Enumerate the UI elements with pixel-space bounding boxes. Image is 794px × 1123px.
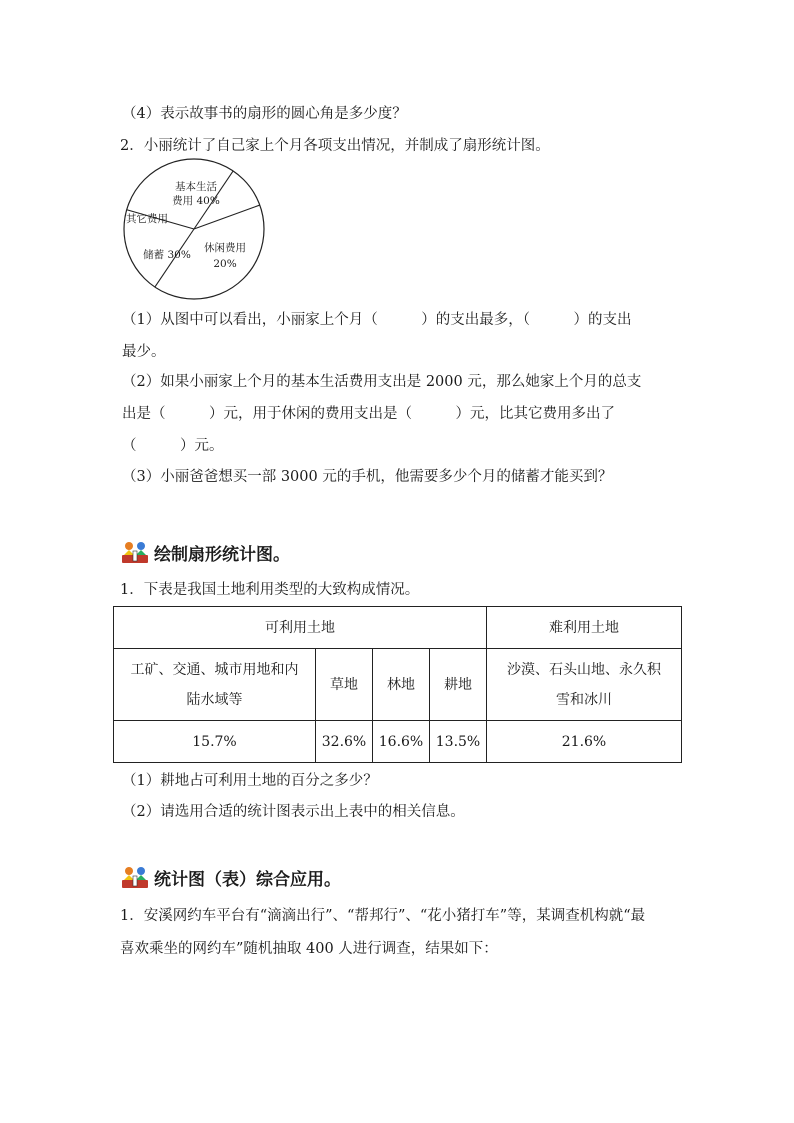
cell-industrial-line2: 陆水域等 (186, 691, 243, 708)
question-2-2-line2: 出是（ ）元，用于休闲的费用支出是（ ）元，比其它费用多出了 (122, 406, 615, 422)
question-2-3: （3）小丽爸爸想买一部 3000 元的手机，他需要多少个月的储蓄才能买到？ (122, 469, 613, 485)
cell-grassland: 草地 (316, 649, 373, 721)
cell-desert-line1: 沙漠、石头山地、永久积 (507, 661, 661, 678)
question-2-2-line1: （2）如果小丽家上个月的基本生活费用支出是 2000 元，那么她家上个月的总支 (122, 374, 642, 390)
question-2-1-line1: （1）从图中可以看出，小丽家上个月（ ）的支出最多，（ ）的支出 (122, 312, 632, 328)
section1-question-1-2: （2）请选用合适的统计图表示出上表中的相关信息。 (122, 804, 465, 820)
cell-farmland: 耕地 (430, 649, 487, 721)
slice-label-basic-line2: 费用 40% (172, 195, 220, 207)
section1-question-1-1: （1）耕地占可利用土地的百分之多少？ (122, 773, 378, 789)
header-usable-land: 可利用土地 (114, 607, 487, 649)
section-heading-draw-pie (120, 538, 290, 566)
pie-slice-boundary-1 (194, 205, 260, 229)
cell-industrial (114, 649, 316, 721)
reading-kids-icon (120, 538, 150, 566)
value-industrial: 15.7% (114, 721, 316, 763)
table-row-categories (114, 649, 682, 721)
value-forest: 16.6% (373, 721, 430, 763)
section2-question-1-line2: 喜欢乘坐的网约车”随机抽取 400 人进行调查，结果如下： (120, 941, 498, 957)
cell-desert (487, 649, 682, 721)
cell-forest: 林地 (373, 649, 430, 721)
pie-svg (112, 156, 272, 301)
cell-industrial-line1: 工矿、交通、城市用地和内 (130, 661, 299, 678)
question-2-1-line2: 最少。 (122, 344, 166, 360)
slice-label-savings: 储蓄 30% (143, 249, 191, 261)
section-title-comprehensive: 统计图（表）综合应用。 (154, 869, 341, 890)
cell-desert-line2: 雪和冰川 (556, 691, 612, 708)
table-row-values (114, 721, 682, 763)
slice-label-other: 其它费用 (126, 213, 168, 225)
section-title-draw-pie: 绘制扇形统计图。 (154, 544, 290, 565)
question-4: （4）表示故事书的扇形的圆心角是多少度？ (122, 106, 407, 122)
slice-label-leisure-line1: 休闲费用 (204, 242, 246, 254)
value-desert: 21.6% (487, 721, 682, 763)
reading-kids-icon (120, 863, 150, 891)
section-heading-comprehensive (120, 863, 341, 891)
value-grassland: 32.6% (316, 721, 373, 763)
value-farmland: 13.5% (430, 721, 487, 763)
question-2-2-line3: （ ）元。 (122, 438, 224, 454)
section1-question-1: 1．下表是我国土地利用类型的大致构成情况。 (120, 582, 420, 598)
slice-label-leisure-line2: 20% (213, 258, 237, 270)
question-2-intro: 2．小丽统计了自己家上个月各项支出情况，并制成了扇形统计图。 (120, 138, 550, 154)
table-row-header (114, 607, 682, 649)
header-unusable-land: 难利用土地 (487, 607, 682, 649)
slice-label-basic-line1: 基本生活 (175, 181, 217, 193)
land-use-table (113, 606, 682, 763)
section2-question-1-line1: 1．安溪网约车平台有“滴滴出行”、“帮邦行”、“花小猪打车”等，某调查机构就“最 (120, 908, 646, 924)
expense-pie-chart (112, 156, 272, 301)
